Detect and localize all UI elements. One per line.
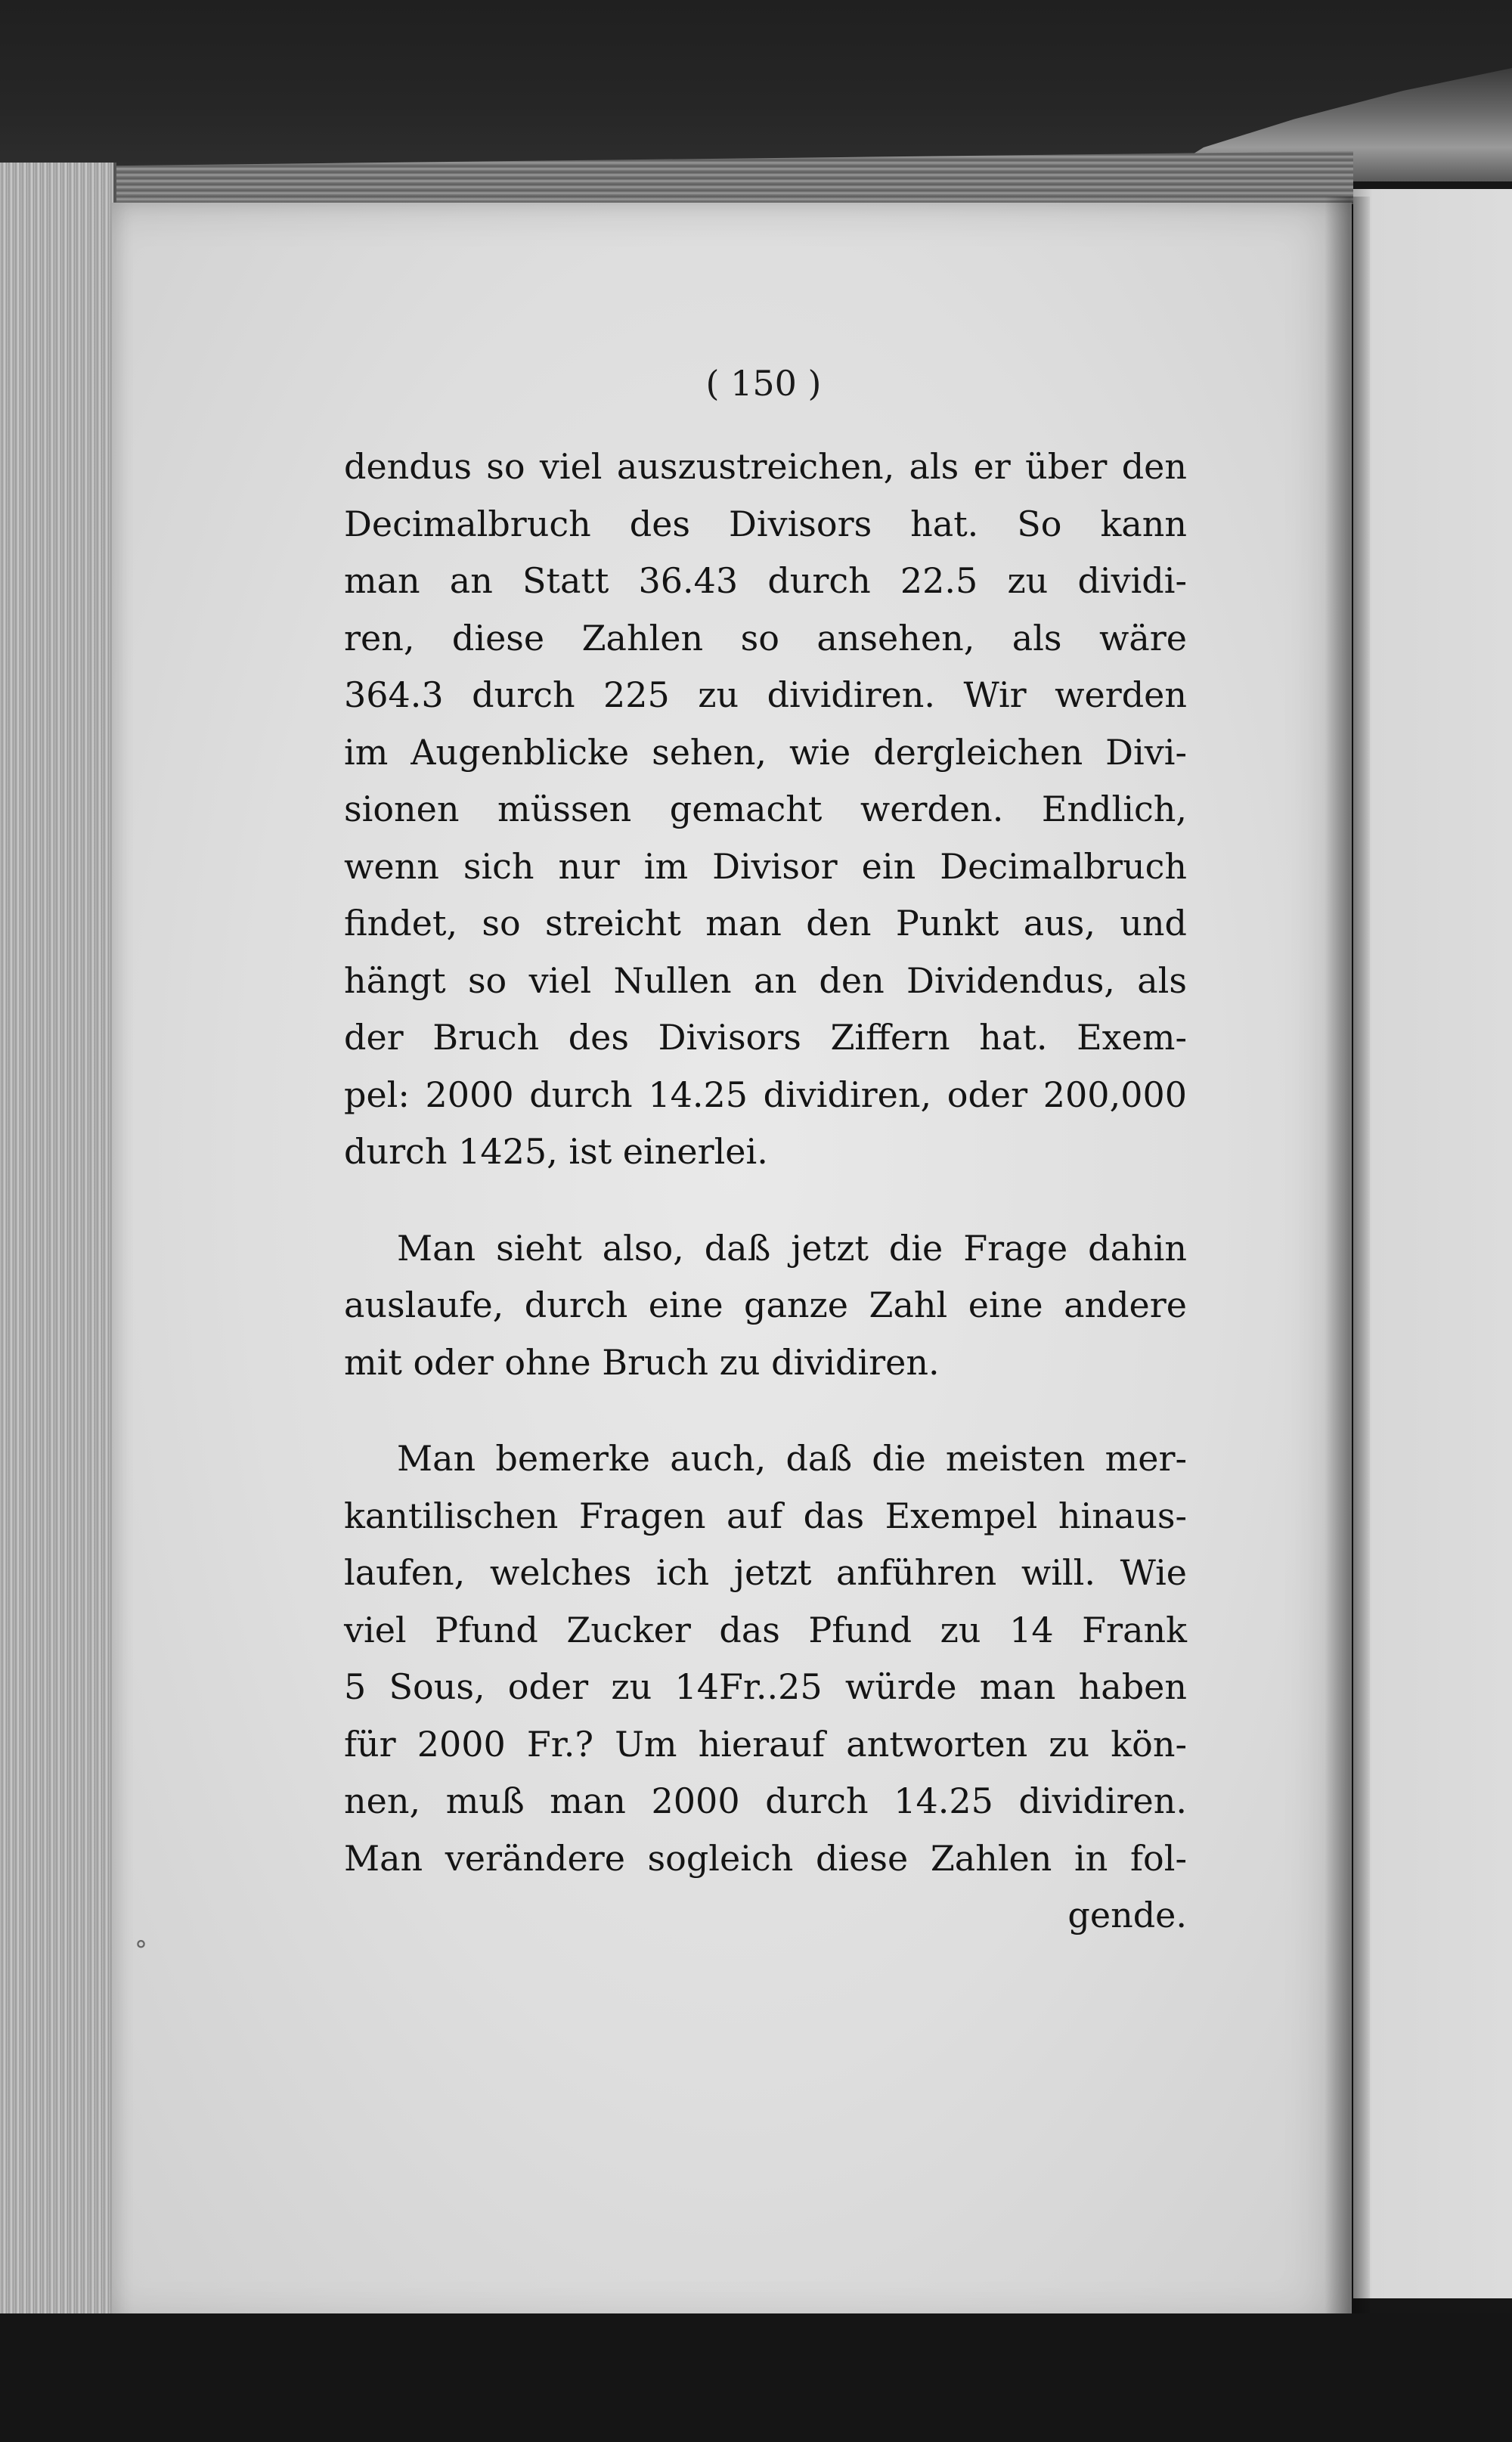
margin-speck: ° <box>135 1935 147 1966</box>
text-line: wenn sich nur im Divisor ein Decimalbruch <box>344 845 1187 887</box>
text-line: mit oder ohne Bruch zu dividiren. <box>344 1341 940 1383</box>
text-line: nen, muß man 2000 durch 14.25 dividiren. <box>344 1780 1187 1821</box>
background-bottom <box>0 2313 1512 2442</box>
text-line: 5 Sous, oder zu 14Fr..25 würde man haben <box>344 1666 1187 1707</box>
text-line: findet, so streicht man den Punkt aus, und <box>344 903 1187 944</box>
text-line: man an Statt 36.43 durch 22.5 zu dividi- <box>344 560 1187 601</box>
text-line: ren, diese Zahlen so ansehen, als wäre <box>344 617 1187 659</box>
paragraph <box>344 1430 1187 1887</box>
text-line: der Bruch des Divisors Ziffern hat. Exem- <box>344 1017 1187 1058</box>
page-stack-left-edge <box>0 163 116 2325</box>
text-line: Man verändere sogleich diese Zahlen in fol- <box>344 1837 1187 1879</box>
page-number: ( 150 ) <box>705 363 822 404</box>
text-line: auslaufe, durch eine ganze Zahl eine andere <box>344 1285 1187 1325</box>
body-text <box>344 439 1187 1945</box>
text-line: Decimalbruch des Divisors hat. So kann <box>344 503 1187 544</box>
text-line: durch 1425, ist einerlei. <box>344 1131 768 1172</box>
paragraph-gap <box>344 1391 1187 1430</box>
page-gutter <box>1325 197 1370 2313</box>
text-line: dendus so viel auszustreichen, als er über den <box>344 446 1187 487</box>
text-line: für 2000 Fr.? Um hierauf antworten zu kön- <box>344 1723 1187 1765</box>
paragraph <box>344 439 1187 1181</box>
text-line: Man bemerke auch, daß die meisten mer- <box>397 1438 1187 1479</box>
catchword: gende. <box>1067 1895 1187 1935</box>
text-line: kantilischen Fragen auf das Exempel hinaus- <box>344 1495 1187 1536</box>
paragraph <box>344 1220 1187 1392</box>
text-line: laufen, welches ich jetzt anführen will. Wie <box>344 1552 1187 1593</box>
text-line: pel: 2000 durch 14.25 dividiren, oder 200,000 <box>344 1074 1187 1115</box>
text-line: Man sieht also, daß jetzt die Frage dahin <box>397 1227 1187 1269</box>
text-line: 364.3 durch 225 zu dividiren. Wir werden <box>344 674 1187 715</box>
paragraph-gap <box>344 1181 1187 1220</box>
text-line: hängt so viel Nullen an den Dividendus, als <box>344 959 1187 1001</box>
text-line: im Augenblicke sehen, wie dergleichen Divi- <box>344 731 1187 773</box>
text-line: viel Pfund Zucker das Pfund zu 14 Frank <box>344 1609 1187 1650</box>
text-line: sionen müssen gemacht werden. Endlich, <box>344 789 1187 829</box>
facing-page <box>1353 189 1512 2298</box>
